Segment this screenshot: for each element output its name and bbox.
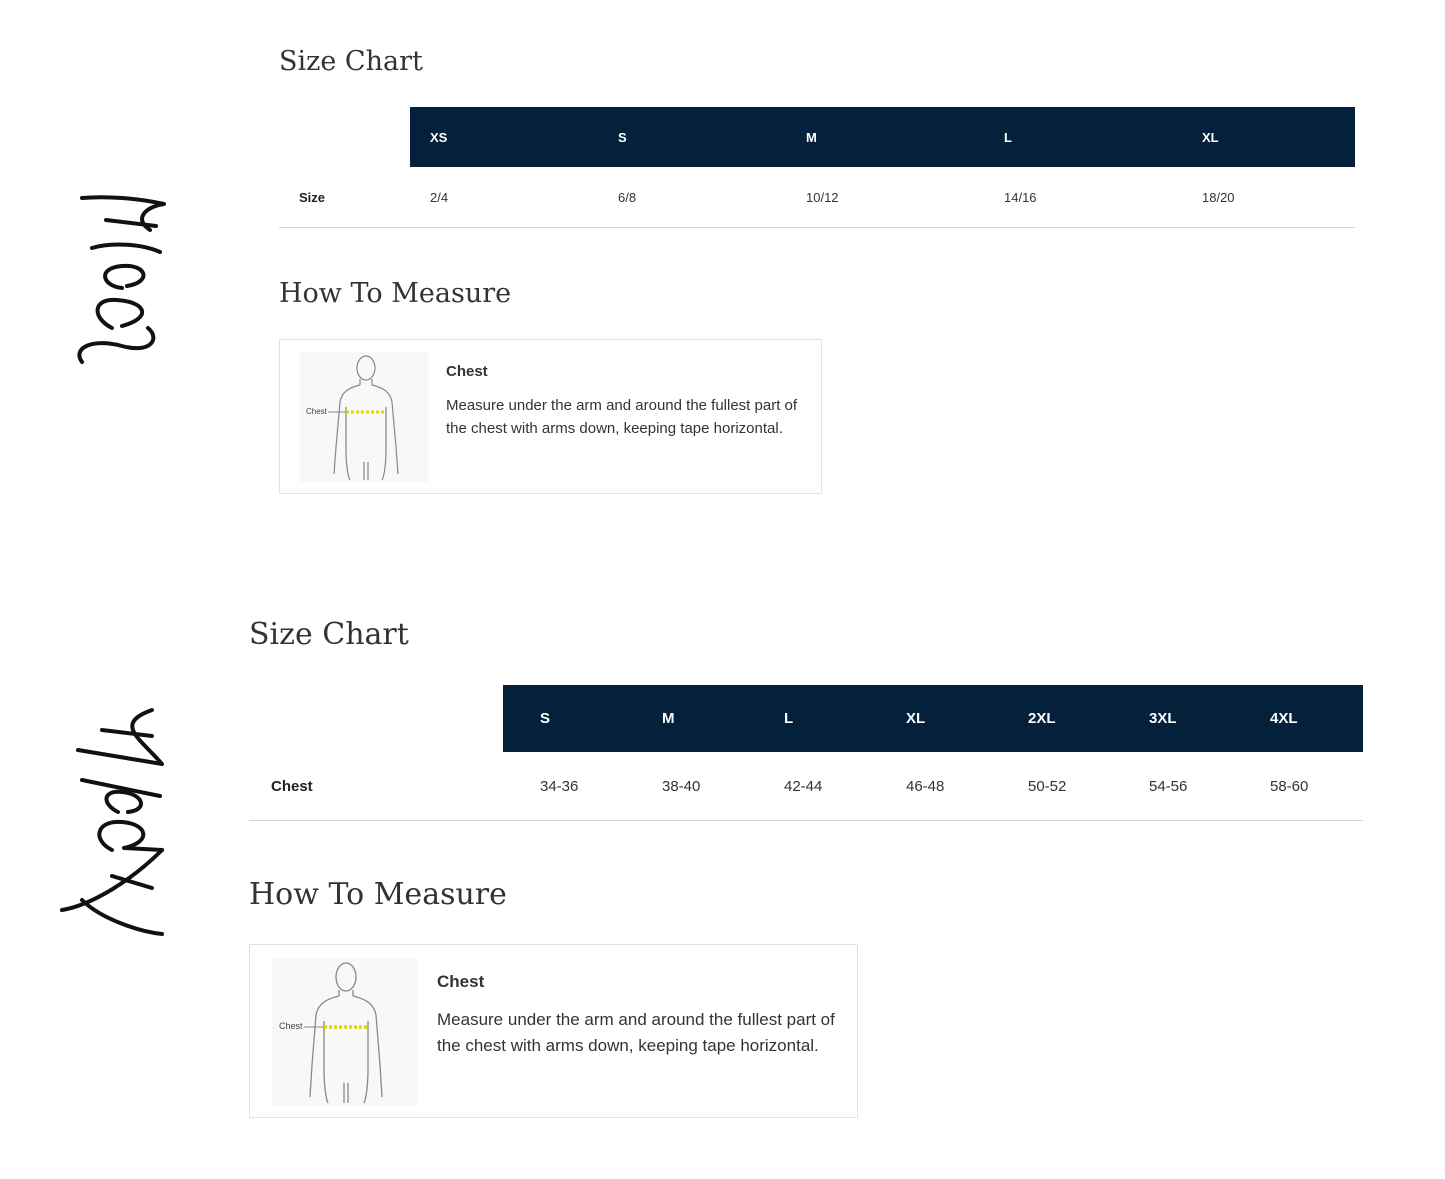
adult-cell-4xl: 58-60 — [1233, 752, 1363, 821]
youth-measure-item-title: Chest — [446, 363, 488, 380]
adult-measure-item-text: Measure under the arm and around the fullest part of the chest with arms down, keeping tape horizontal. — [437, 1010, 835, 1055]
adult-cell-s: 34-36 — [503, 752, 625, 821]
adult-cell-l: 42-44 — [747, 752, 869, 821]
youth-header-s: S — [598, 107, 786, 167]
youth-cell-l: 14/16 — [984, 167, 1182, 228]
youth-cell-s: 6/8 — [598, 167, 786, 228]
adult-header-l: L — [747, 685, 869, 752]
youth-size-chart-title: Size Chart — [279, 46, 423, 77]
youth-cell-xs: 2/4 — [410, 167, 598, 228]
adult-header-xl: XL — [869, 685, 991, 752]
youth-header-m: M — [786, 107, 984, 167]
adult-size-table — [249, 685, 1363, 821]
adult-header-3xl: 3XL — [1112, 685, 1233, 752]
adult-row-label-chest: Chest — [249, 752, 503, 821]
adult-script-label — [52, 700, 172, 940]
youth-how-to-measure-title: How To Measure — [279, 278, 512, 309]
adult-header-4xl: 4XL — [1233, 685, 1363, 752]
adult-cell-2xl: 50-52 — [991, 752, 1112, 821]
youth-header-xl: XL — [1182, 107, 1355, 167]
youth-chest-diagram-label: Chest — [306, 407, 327, 416]
youth-measure-card — [279, 339, 822, 494]
youth-cell-xl: 18/20 — [1182, 167, 1355, 228]
youth-cell-m: 10/12 — [786, 167, 984, 228]
adult-how-to-measure-title: How To Measure — [249, 877, 507, 912]
adult-header-row — [249, 685, 1363, 752]
adult-measure-card — [249, 944, 858, 1118]
youth-size-table — [279, 107, 1355, 228]
youth-header-xs: XS — [410, 107, 598, 167]
youth-measure-item-text: Measure under the arm and around the fullest part of the chest with arms down, keeping tape horizontal. — [446, 397, 798, 437]
youth-header-row — [279, 107, 1355, 167]
table-row — [279, 167, 1355, 228]
adult-header-2xl: 2XL — [991, 685, 1112, 752]
adult-header-s: S — [503, 685, 625, 752]
adult-cell-m: 38-40 — [625, 752, 747, 821]
youth-header-blank — [279, 107, 410, 167]
youth-header-l: L — [984, 107, 1182, 167]
adult-size-chart-title: Size Chart — [249, 617, 409, 652]
adult-header-m: M — [625, 685, 747, 752]
adult-cell-3xl: 54-56 — [1112, 752, 1233, 821]
table-row — [249, 752, 1363, 821]
chest-diagram-icon — [300, 352, 428, 482]
adult-header-blank — [249, 685, 503, 752]
youth-script-label — [52, 178, 172, 378]
chest-diagram-icon — [272, 959, 417, 1105]
adult-cell-xl: 46-48 — [869, 752, 991, 821]
adult-chest-diagram-label: Chest — [279, 1021, 303, 1031]
adult-measure-item-title: Chest — [437, 972, 485, 991]
youth-row-label-size: Size — [279, 167, 410, 228]
